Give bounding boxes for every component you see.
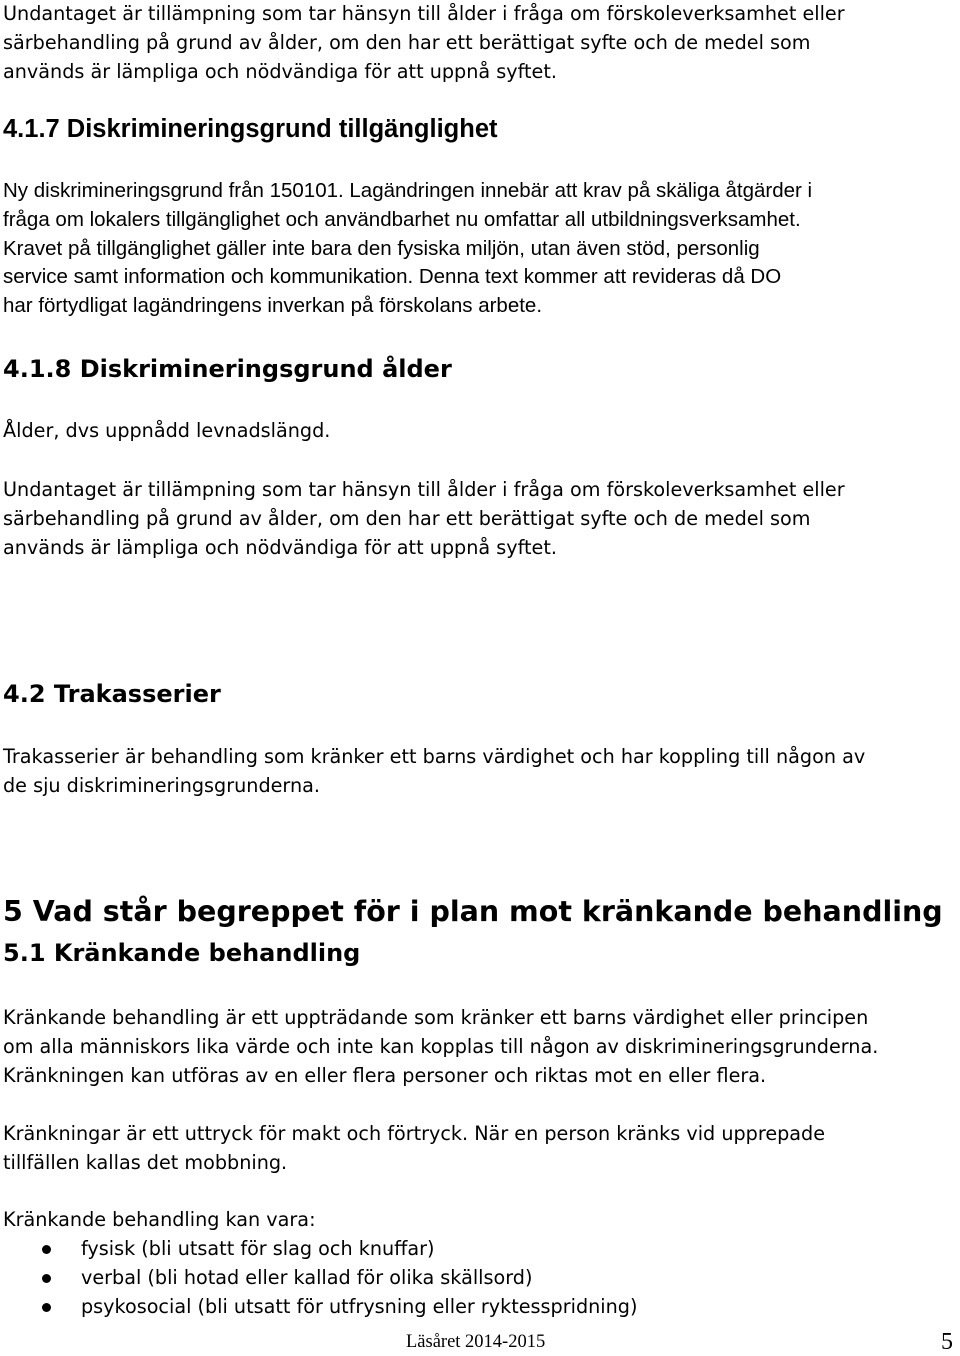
- heading-4-2: 4.2 Trakasserier: [3, 680, 221, 708]
- heading-5-1: 5.1 Kränkande behandling: [3, 939, 361, 967]
- list-intro: Kränkande behandling kan vara:: [3, 1208, 316, 1231]
- section-4-2-line-1: Trakasserier är behandling som kränker ett barns värdighet och har koppling till någon av: [3, 745, 866, 768]
- section-5-1-p1-line-2: om alla människors lika värde och inte kan kopplas till någon av diskrimineringsgrunderna.: [3, 1034, 879, 1058]
- heading-5: 5 Vad står begreppet för i plan mot kränkande behandling: [3, 895, 943, 928]
- section-4-2-line-2: de sju diskrimineringsgrunderna.: [3, 773, 320, 797]
- list-item: [0, 1293, 637, 1322]
- section-5-1-p1-line-1: Kränkande behandling är ett uppträdande som kränker ett barns värdighet eller principen: [3, 1006, 869, 1029]
- list-item: [0, 1235, 637, 1264]
- bullet-icon: [42, 1303, 51, 1312]
- section-4-1-7-line-4: service samt information och kommunikation. Denna text kommer att revideras då DO: [3, 265, 782, 289]
- intro-paragraph: [3, 0, 958, 86]
- section-4-2-paragraph: [3, 743, 958, 801]
- list-item-text: psykosocial (bli utsatt för utfrysning eller ryktesspridning): [81, 1294, 638, 1318]
- page-number: 5: [941, 1329, 953, 1355]
- section-4-1-7-line-3: Kravet på tillgänglighet gäller inte bara den fysiska miljön, utan även stöd, personlig: [3, 236, 760, 260]
- section-4-1-8-line-1: Undantaget är tillämpning som tar hänsyn till ålder i fråga om förskoleverksamhet eller: [3, 478, 845, 501]
- section-5-1-paragraph-1: [3, 1004, 958, 1090]
- section-4-1-7-paragraph: [3, 177, 958, 321]
- section-4-1-7-line-1: Ny diskrimineringsgrund från 150101. Lagändringen innebär att krav på skäliga åtgärder i: [3, 179, 813, 202]
- bullet-icon: [42, 1245, 51, 1254]
- section-5-1-p2-line-2: tillfällen kallas det mobbning.: [3, 1150, 288, 1174]
- section-5-1-p1-line-3: Kränkningen kan utföras av en eller flera personer och riktas mot en eller flera.: [3, 1063, 767, 1087]
- list-item-text: verbal (bli hotad eller kallad för olika skällsord): [81, 1265, 533, 1289]
- list-item-text: fysisk (bli utsatt för slag och knuffar): [81, 1237, 435, 1260]
- heading-4-1-8: 4.1.8 Diskrimineringsgrund ålder: [3, 355, 452, 383]
- bullet-icon: [42, 1274, 51, 1283]
- intro-line-1: Undantaget är tillämpning som tar hänsyn till ålder i fråga om förskoleverksamhet eller: [3, 2, 845, 25]
- list-item: [0, 1264, 637, 1293]
- section-4-1-8-paragraph: [3, 476, 958, 562]
- section-4-1-8-line-3: används är lämpliga och nödvändiga för att uppnå syftet.: [3, 535, 557, 559]
- section-5-1-p2-line-1: Kränkningar är ett uttryck för makt och förtryck. När en person kränks vid upprepade: [3, 1122, 826, 1145]
- section-5-1-paragraph-2: [3, 1120, 958, 1178]
- section-4-1-8-definition: Ålder, dvs uppnådd levnadslängd.: [3, 419, 331, 442]
- footer-school-year: Läsåret 2014-2015: [406, 1332, 546, 1352]
- intro-line-2: särbehandling på grund av ålder, om den har ett berättigat syfte och de medel som: [3, 30, 811, 54]
- section-4-1-7-line-5: har förtydligat lagändringens inverkan på förskolans arbete.: [3, 294, 543, 318]
- intro-line-3: används är lämpliga och nödvändiga för att uppnå syftet.: [3, 59, 557, 83]
- section-4-1-7-line-2: fråga om lokalers tillgänglighet och användbarhet nu omfattar all utbildningsverksamhet.: [3, 207, 801, 231]
- bullet-list: [0, 1235, 637, 1321]
- heading-4-1-7: 4.1.7 Diskrimineringsgrund tillgänglighet: [3, 115, 498, 143]
- section-4-1-8-line-2: särbehandling på grund av ålder, om den har ett berättigat syfte och de medel som: [3, 506, 811, 530]
